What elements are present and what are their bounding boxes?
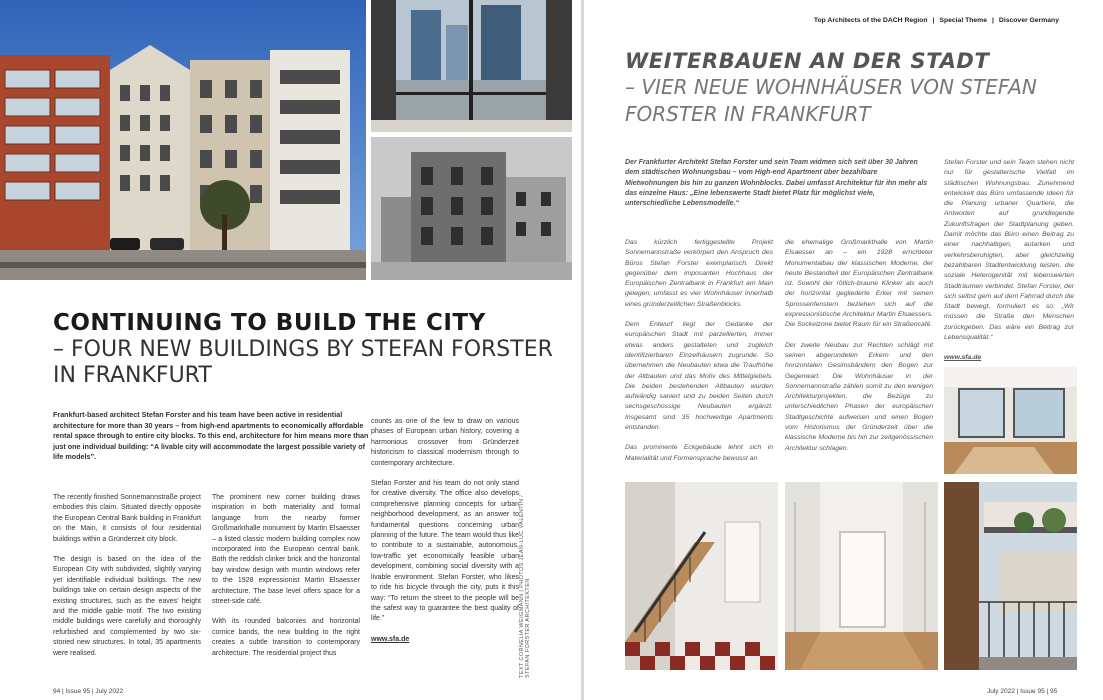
- staircase-photo: [625, 482, 778, 670]
- paragraph: Stefan Forster und sein Team stehen nicht nur für gestalterische Vielfalt im städtischen Wohnungsbau. Zunehmend entwickelt das Büro umfassende Ideen für die Planung urbaner Quartiere, die Antworten auf grundlegende Zukunftsfragen der Stadtplanung geben. Damit möchte das Büro einen Beitrag zu einer nachhaltigen, autarken und verkehrsberuhigten, aber gleichzeitig bezahlbaren Stadtentwicklung leisten, die soziale Heterogenität mit lebenswerten Stadträumen verbindet. Stefan Forster, der sich selbst gern auf dem Fahrrad durch die Stadt bewegt, formuliert es so: „Wir müssen die Straße den Menschen zurückgeben. Das wäre ein Beitrag zur Lebensqualität.“: [944, 159, 1074, 342]
- website-link[interactable]: www.sfa.de: [944, 354, 982, 362]
- english-column-2: [212, 493, 360, 669]
- paragraph: The recently finished Sonnemannstraße project embodies this claim. Situated directly opposite the European Central Bank building in Frankfurt on the Main, it consists of four residential buildings within a Gründerzeit city block.: [53, 494, 201, 543]
- paragraph: With its rounded balconies and horizontal cornice bands, the new building to the right creates a subtle transition to contemporary architecture. The residential project thus: [212, 618, 360, 657]
- page-folio-right: July 2022 | Issue 95 | 95: [987, 688, 1058, 695]
- german-intro: Der Frankfurter Architekt Stefan Forster und sein Team widmen sich seit über 30 Jahren dem städtischen Wohnungsbau – vom High-end Apartment über bezahlbare Mietwohnungen bis hin zu ganzen Wohnblocks. Dabei umfasst Architektur für ihn mehr als das einzelne Haus: „Eine lebenswerte Stadt bietet Platz für möglichst viele, unterschiedliche Lebensmodelle.“: [625, 159, 928, 208]
- old-building-bw-photo: [371, 137, 572, 280]
- balcony-photo: [944, 482, 1077, 670]
- headline-subtitle: – FOUR NEW BUILDINGS BY STEFAN FORSTER IN FRANKFURT: [53, 337, 553, 388]
- english-column-1: [53, 493, 201, 669]
- german-column-1: [625, 238, 773, 474]
- building-facade-photo: [0, 0, 366, 280]
- paragraph: The prominent new corner building draws inspiration in both materiality and formal language from the nearby former Großmarkthalle monument by Martin Elsaesser – a listed classic modern building complex now incorporated into the European central bank. Both the reddish clinker brick and the horizontal bay window design with muntin windows refer to the 1928 expressionist Martin Elsaesser architecture. The base level offers space for a street-side café.: [212, 494, 360, 606]
- paragraph: counts as one of the few to draw on various phases of European urban history, covering a harmonious crossover from Gründerzeit historicism to classical modernism through to contemporary architecture.: [371, 418, 519, 467]
- headline-subtitle: – VIER NEUE WOHNHÄUSER VON STEFAN FORSTER IN FRANKFURT: [625, 75, 1037, 126]
- english-column-3: [371, 417, 519, 655]
- paragraph: The design is based on the idea of the European City with subdivided, slightly varying yet identifiable individual buildings. The new buildings take on certain design aspects of the existing structures, such as the eaves’ height and the middle gable motif. The two existing middle buildings were carefully and thoroughly refurbished and complemented by two six-storied new structures. In total, 35 apartments were realised.: [53, 556, 201, 657]
- english-intro: Frankfurt-based architect Stefan Forster and his team have been active in residential architecture for more than 30 years – from high-end apartments to economically affordable rental space through to entire city blocks. To this end, architecture for him means more than just one individual building: “A livable city will accommodate the largest possible variety of life models”.: [53, 410, 369, 461]
- german-headline: [625, 48, 1075, 128]
- paragraph: Dem Entwurf liegt der Gedanke der europäischen Stadt mit parzellierten, immer etwas anders gestalteten und zugleich identifizierbaren Einzelhäusern zugrunde. So übernehmen die Neubauten etwa die Traufhöhe der Altbauten und das Motiv des Mittelgiebels. Die beiden bestehenden Altbauten wurden aufwändig saniert und zu beiden Seiten durch sechsgeschossige Neubauten ergänzt. Insgesamt sind 35 hochwertige Apartments entstanden.: [625, 321, 773, 432]
- hallway-photo: [785, 482, 938, 670]
- paragraph: Der zweite Neubau zur Rechten schlägt mit seinen abgerundeten Erkern und den horizontalen Gesimsbändern den Bogen zur Gegenwart. Die Wohnhäuser in der Sonnemannstraße zählen somit zu den wenigen Architekturprojekten, die Bezüge zu unterschiedlichen Phasen der europäischen Stadtgeschichte aufweisen und einen Bogen vom Historismus der Gründerzeit über die klassische Moderne bis hin zur zeitgenössischen Architektur schlagen.: [785, 341, 933, 452]
- interior-room-photo: [944, 367, 1077, 474]
- paragraph: Stefan Forster and his team do not only stand for creative diversity. The office also develops comprehensive planning concepts for urban neighborhood development, as an answer to fundamental questions concerning urban planning of the future. The team would thus like to contribute to a sustainable, autonomous, low-traffic yet economically feasible urban development, combining social diversity with a livable environment. Stefan Forster, who likes to ride his bicycle through the city, puts it this way: “To return the street to the people will be the safest way to guarantee the best quality of life.”: [371, 480, 519, 623]
- section-label: Special Theme: [939, 17, 988, 24]
- paragraph: Das prominente Eckgebäude lehnt sich in Materialität und Formensprache bewusst an: [625, 444, 773, 462]
- section-header: Top Architects of the DACH Region | Special Theme | Discover Germany: [813, 17, 1059, 24]
- english-headline: [53, 309, 553, 389]
- section-label: Discover Germany: [998, 17, 1059, 24]
- german-column-2: [785, 238, 933, 464]
- photo-credit: TEXT CORNELIA WEIGMANN | PHOTOS JEAN-LUC VALENTIN / STEFAN FORSTER ARCHITEKTEN: [519, 494, 531, 678]
- german-column-3: [944, 158, 1074, 374]
- website-link[interactable]: www.sfa.de: [371, 635, 410, 643]
- headline-title: CONTINUING TO BUILD THE CITY: [53, 310, 486, 336]
- paragraph: Das kürzlich fertiggestellte Projekt Sonnemannstraße verkörpert den Anspruch des Büros Stefan Forster exemplarisch. Direkt gegenüber dem imposanten Hochhaus der Europäischen Zentralbank in Frankfurt am Main gelegen, umfasst es vier Wohnhäuser innerhalb eines gründerzeitlichen Straßenblocks.: [625, 239, 773, 308]
- window-view-photo: [371, 0, 572, 132]
- page-folio-left: 94 | Issue 95 | July 2022: [53, 688, 124, 695]
- paragraph: die ehemalige Großmarkthalle von Martin Elsaesser an – ein 1928 errichteter Monumentalbau der klassischen Moderne, der heute Bestandteil der Europäischen Zentralbank ist. Sowohl der rötlich-braune Klinker als auch der horizontal gegliederte Erker mit seinen Sprossenfenstern beziehen sich auf die expressionistische Architektur Martin Elsaessers. Die Sockelzone bietet Raum für ein Straßencafé.: [785, 239, 933, 329]
- headline-title: WEITERBAUEN AN DER STADT: [625, 49, 990, 73]
- section-label: Top Architects of the DACH Region: [813, 17, 928, 24]
